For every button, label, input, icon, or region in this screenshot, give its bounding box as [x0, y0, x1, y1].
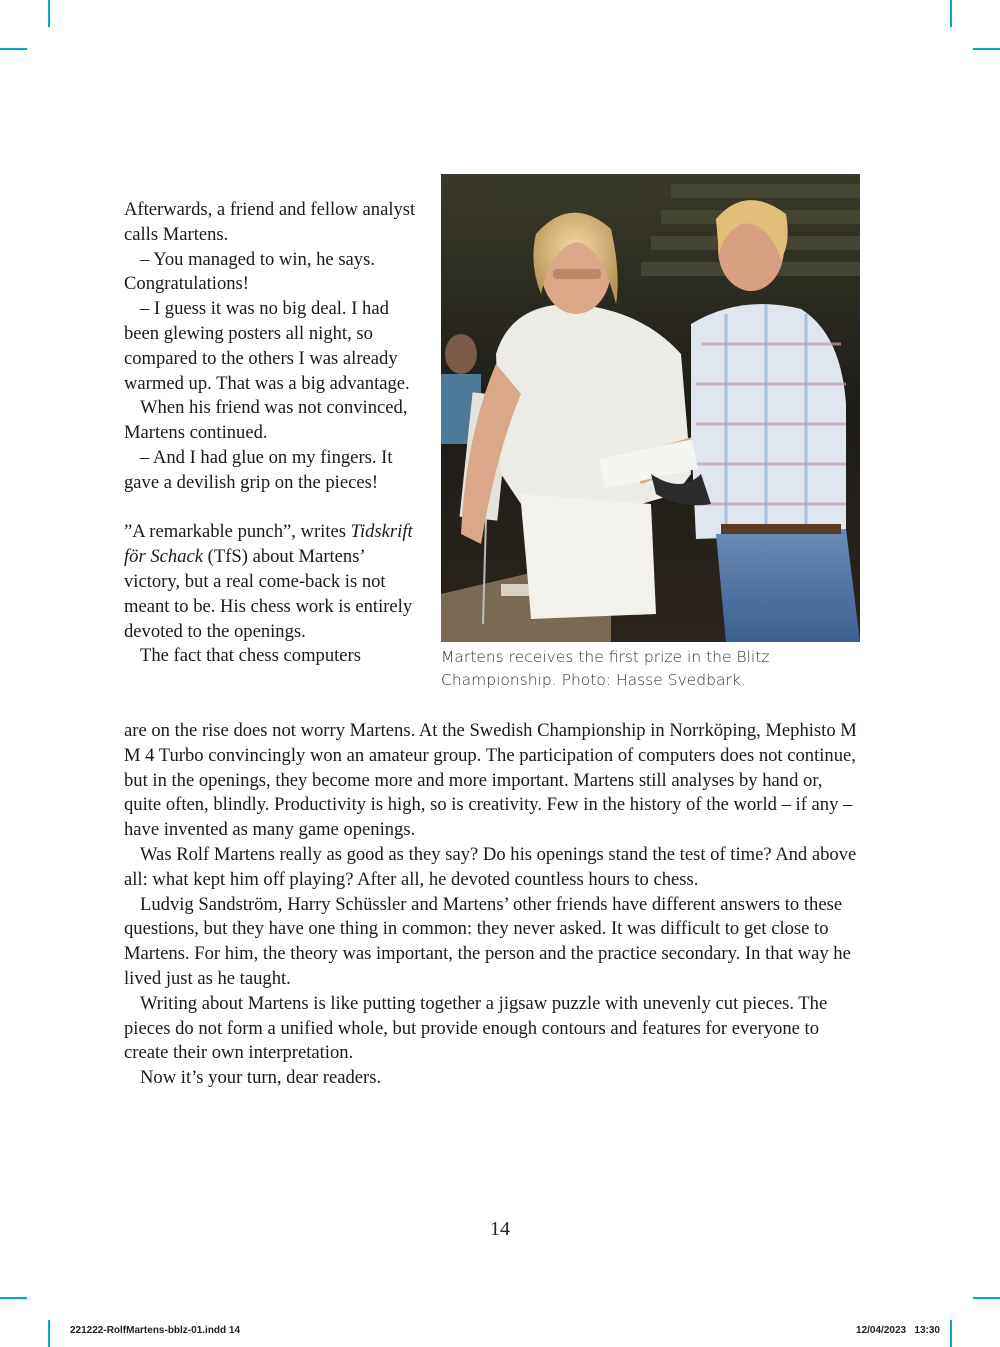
paragraph-computers-start: The fact that chess computers: [140, 645, 361, 667]
crop-mark-top-left-h: [0, 48, 27, 50]
photo-caption: Martens receives the first prize in the Blitz Championship. Photo: Hasse Svedbark.: [441, 648, 770, 689]
paragraph: Was Rolf Martens really as good as they say? Do his openings stand the test of time? And above all: what kept him off playing? After all, he devoted countless hours to chess.: [124, 843, 857, 890]
crop-mark-top-right: [950, 0, 952, 27]
crop-mark-bottom-right-h: [973, 1297, 1000, 1299]
paragraph-quote: [124, 520, 419, 644]
slug-date: 12/04/2023 13:30: [856, 1325, 940, 1336]
main-text: [124, 719, 864, 1091]
paragraph: When his friend was not convinced, Martens continued.: [124, 397, 408, 444]
paragraph: Ludvig Sandström, Harry Schüssler and Martens’ other friends have different answers to these questions, but they have one thing in common: they never asked. It was difficult to get close to Martens. For him, the theory was important, the person and the practice secondary. In that way he lived just as he taught.: [124, 893, 851, 989]
photo-martens-prize: [441, 174, 860, 642]
left-column: [124, 198, 419, 669]
quote-rest: (TfS) about Martens’ victory, but a real come-back is not meant to be. His chess work is entirely devoted to the openings.: [124, 546, 413, 642]
journal-title: Tidskrift för Schack: [124, 521, 413, 568]
paragraph: – You managed to win, he says. Congratulations!: [124, 248, 375, 295]
paragraph-computers-rest: are on the rise does not worry Martens. At the Swedish Championship in Norrköping, Mephisto M M 4 Turbo convincingly won an amateur group. The participation of computers does not continue, but in the openings, they become more and more important. Martens still analyses by hand or, quite often, blindly. Productivity is high, so is creativity. Few in the history of the world – if any – have invented as many game openings.: [124, 720, 857, 841]
crop-mark-top-left: [48, 0, 50, 27]
paragraph: – I guess it was no big deal. I had been glewing posters all night, so compared to the others I was already warmed up. That was a big advantage.: [124, 298, 410, 394]
crop-mark-bottom-left: [48, 1320, 50, 1347]
paragraph: Now it’s your turn, dear readers.: [140, 1067, 382, 1089]
quote-text: ”A remarkable punch”, writes: [124, 521, 351, 543]
page-number: 14: [490, 1218, 510, 1240]
slug-filename: 221222-RolfMartens-bblz-01.indd 14: [70, 1325, 241, 1336]
paragraph: – And I had glue on my fingers. It gave a devilish grip on the pieces!: [124, 446, 393, 493]
paragraph: Writing about Martens is like putting together a jigsaw puzzle with unevenly cut pieces. The pieces do not form a unified whole, but provide enough contours and features for everyone to create their own interpretation.: [124, 992, 828, 1064]
crop-mark-bottom-left-h: [0, 1297, 27, 1299]
crop-mark-top-right-h: [973, 48, 1000, 50]
paragraph: Afterwards, a friend and fellow analyst calls Martens.: [124, 199, 416, 245]
crop-mark-bottom-right: [950, 1320, 952, 1347]
